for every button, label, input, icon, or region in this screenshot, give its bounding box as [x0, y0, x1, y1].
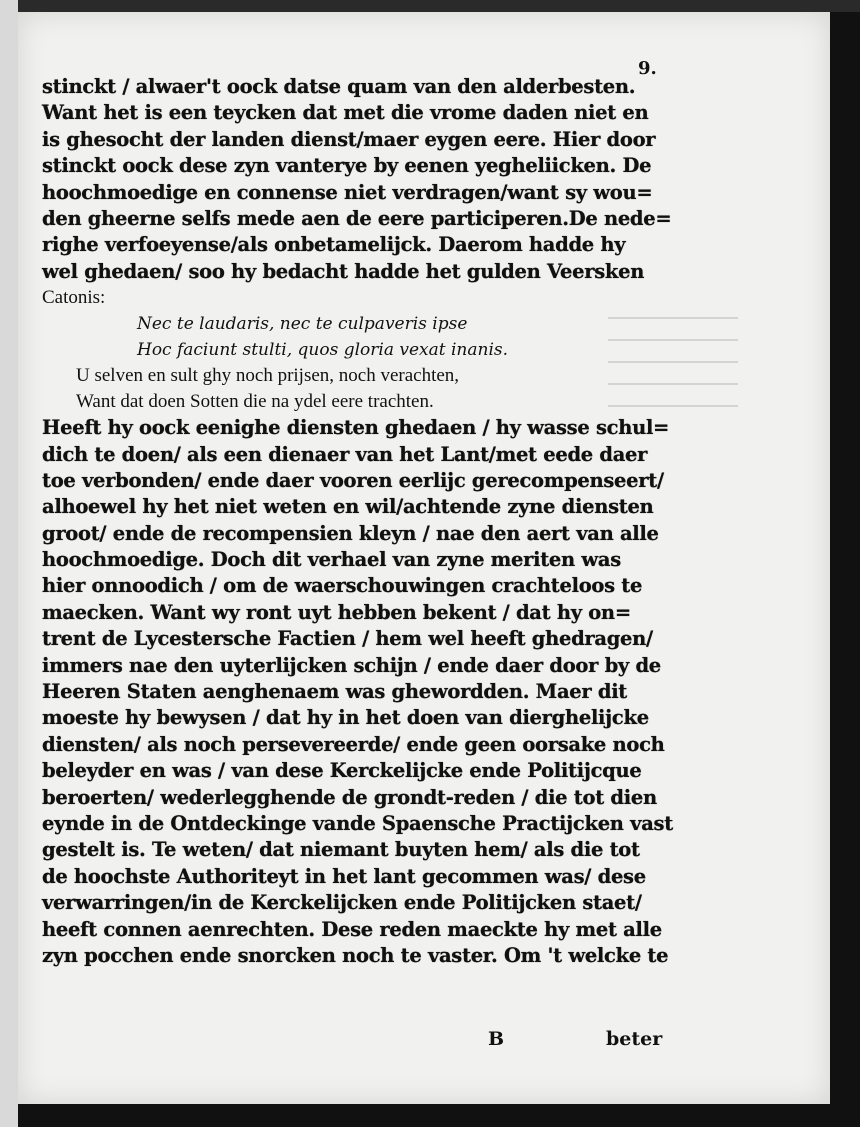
text-line: Heeren Staten aenghenaem was ghewordden. Maer dit — [42, 680, 628, 704]
dutch-verse: U selven en sult ghy noch prijsen, noch verachten, — [76, 365, 460, 387]
text-line: diensten/ als noch persevereerde/ ende geen oorsake noch — [42, 732, 665, 756]
signature-mark: B — [488, 1028, 505, 1050]
text-line: dich te doen/ als een dienaer van het Lant/met eede daer — [42, 442, 648, 466]
latin-verse: Nec te laudaris, nec te culpaveris ipse — [137, 314, 468, 335]
page-footer — [18, 1028, 830, 1058]
catonis-label: Catonis: — [42, 287, 106, 309]
dutch-verse: Want dat doen Sotten die na ydel eere trachten. — [76, 391, 434, 413]
text-line: groot/ ende de recompensien kleyn / nae den aert van alle — [42, 521, 659, 545]
text-line: beleyder en was / van dese Kerckelijcke ende Politijcque — [42, 759, 642, 783]
book-page — [18, 12, 830, 1104]
facing-page-edge — [0, 0, 18, 1127]
catchword: beter — [606, 1028, 663, 1050]
text-line: hier onnoodich / om de waerschouwingen crachteloos te — [42, 574, 643, 598]
text-line: maecken. Want wy ront uyt hebben bekent / dat hy on= — [42, 600, 631, 624]
text-block — [42, 74, 673, 969]
text-line: beroerten/ wederlegghende de grondt-reden / die tot dien — [42, 785, 657, 809]
page-number: 9. — [638, 58, 657, 79]
text-line: stinckt / alwaer't oock datse quam van den alderbesten. — [42, 75, 636, 98]
text-line: heeft connen aenrechten. Dese reden maeckte hy met alle — [42, 917, 662, 941]
text-line: den gheerne selfs mede aen de eere participeren.De nede= — [42, 206, 672, 230]
text-line: verwarringen/in de Kerckelijcken ende Politijcken staet/ — [42, 891, 642, 915]
text-line: eynde in de Ontdeckinge vande Spaensche Practijcken vast — [42, 811, 673, 835]
latin-verse: Hoc faciunt stulti, quos gloria vexat inanis. — [137, 340, 509, 361]
text-line: is ghesocht der landen dienst/maer eygen eere. Hier door — [42, 127, 656, 151]
text-line: righe verfoeyense/als onbetamelijck. Daerom hadde hy — [42, 233, 626, 257]
text-line: zyn pocchen ende snorcken noch te vaster. Om 't welcke te — [42, 943, 669, 967]
text-line: moeste hy bewysen / dat hy in het doen van dierghelijcke — [42, 706, 649, 730]
text-line: immers nae den uyterlijcken schijn / ende daer door by de — [42, 653, 661, 677]
text-line: hoochmoedige en connense niet verdragen/want sy wou= — [42, 180, 653, 204]
text-line: trent de Lycestersche Factien / hem wel heeft ghedragen/ — [42, 627, 653, 651]
text-line: gestelt is. Te weten/ dat niemant buyten hem/ als die tot — [42, 838, 640, 862]
text-line: Want het is een teycken dat met die vrome daden niet en — [42, 101, 649, 125]
text-line: wel ghedaen/ soo hy bedacht hadde het gulden Veersken — [42, 259, 645, 283]
text-line: stinckt oock dese zyn vanterye by eenen yegheliicken. De — [42, 154, 652, 178]
text-line: toe verbonden/ ende daer vooren eerlijc gerecompenseert/ — [42, 468, 664, 492]
text-line: hoochmoedige. Doch dit verhael van zyne meriten was — [42, 548, 621, 572]
text-line: Heeft hy oock eenighe diensten ghedaen / hy wasse schul= — [42, 416, 670, 440]
text-line: alhoewel hy het niet weten en wil/achtende zyne diensten — [42, 495, 654, 519]
text-line: de hoochste Authoriteyt in het lant gecommen was/ dese — [42, 864, 646, 888]
